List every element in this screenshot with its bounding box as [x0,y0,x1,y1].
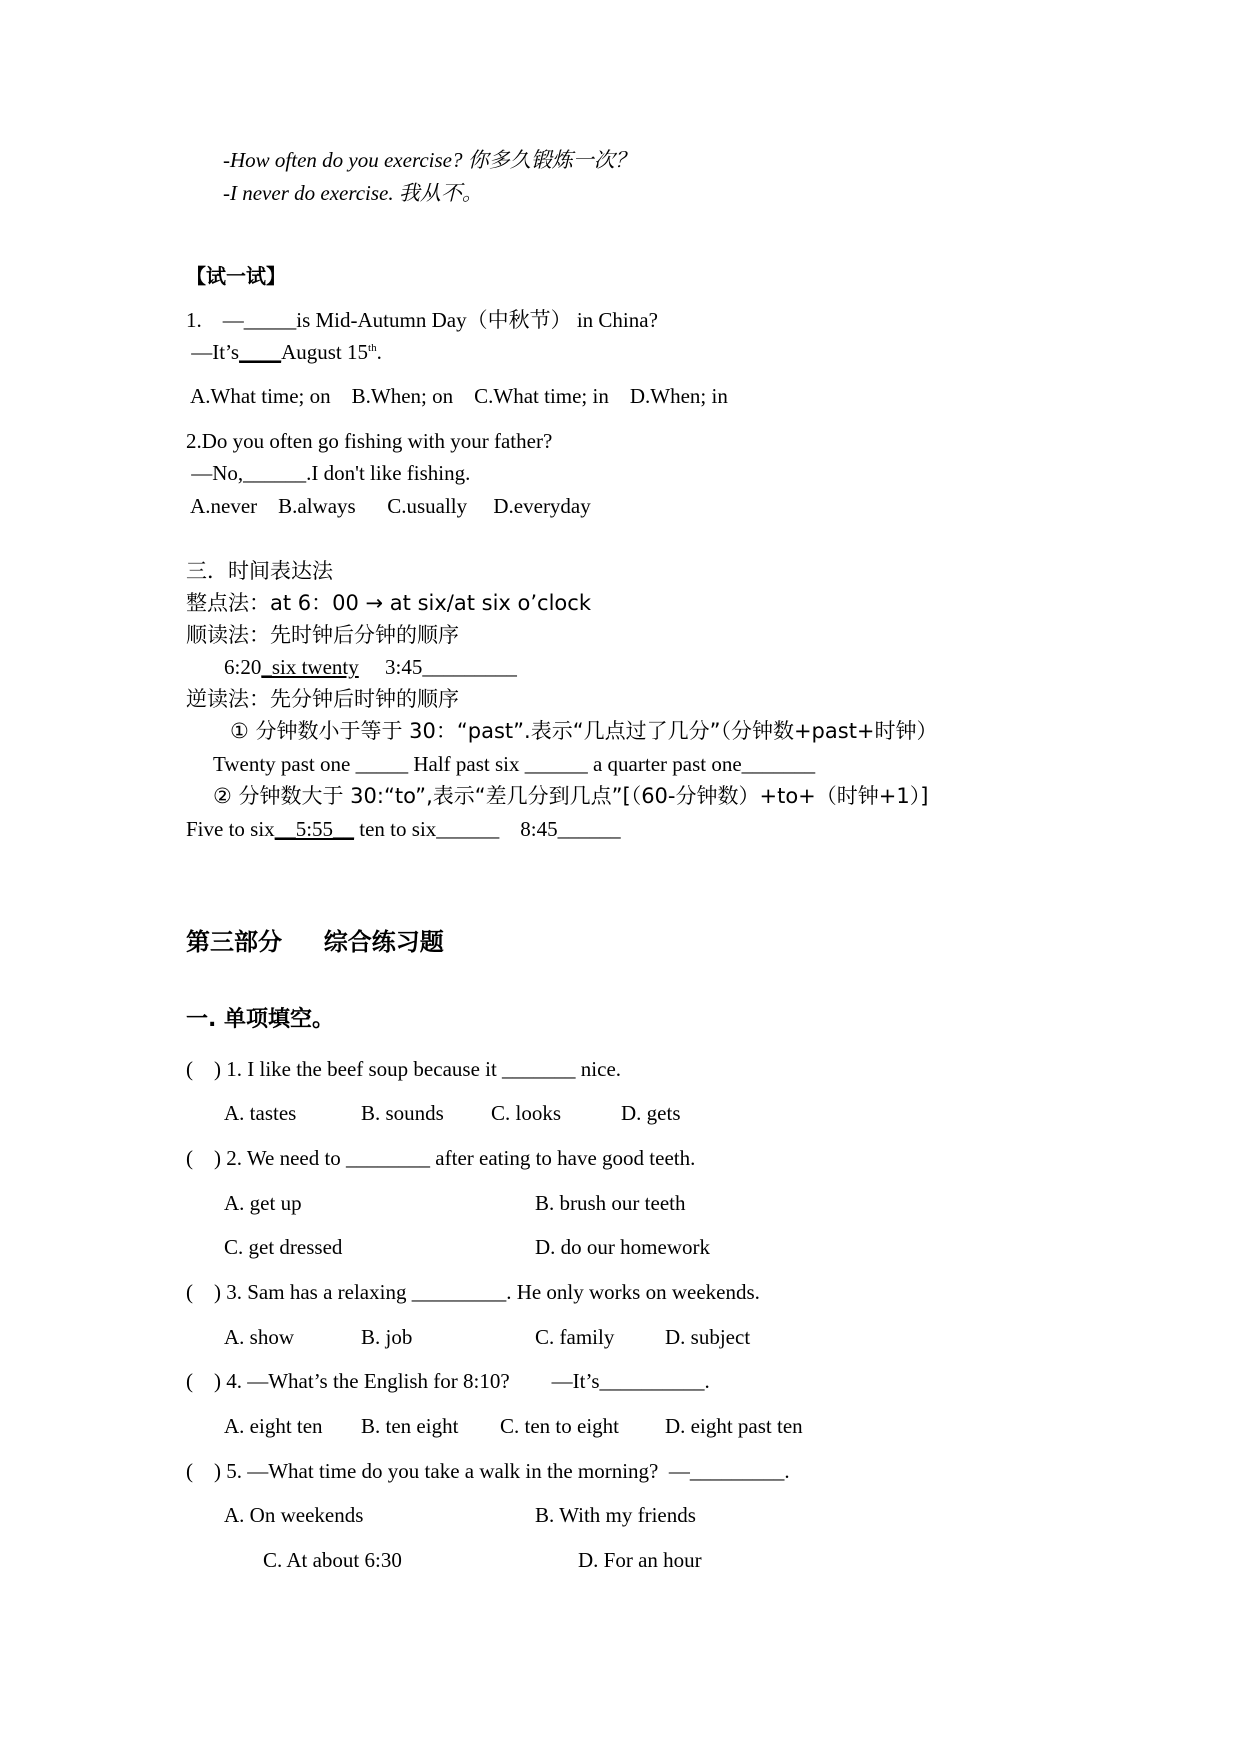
time-order-example-post: 3:45_________ [358,655,517,679]
try-q2-options: A.never B.always C.usually D.everyday [186,494,591,518]
question-4-option-a: A. eight ten [224,1414,323,1438]
question-1-option-d: D. gets [621,1101,681,1125]
time-to-example-pre: Five to six [186,817,275,841]
question-1-option-b: B. sounds [361,1101,444,1125]
question-3-option-a: A. show [224,1325,295,1349]
question-4-option-c: C. ten to eight [500,1414,619,1438]
question-4-option-b: B. ten eight [361,1414,459,1438]
question-3-option-d: D. subject [665,1325,751,1349]
dialogue-line-1: -How often do you exercise? 你多久锻炼一次？ [223,148,636,172]
try-q1-answer-end: . [376,340,382,364]
question-2-option-b: B. brush our teeth [535,1191,686,1215]
question-1-option-c: C. looks [491,1101,562,1125]
try-q1-blank: ____ [239,340,282,364]
question-5-stem: ( ) 5. —What time do you take a walk in the morning? —_________. [186,1459,790,1483]
time-heading: 三．时间表达法 [186,559,333,583]
part-three-title: 第三部分 综合练习题 [186,928,444,956]
question-1-stem: ( ) 1. I like the beef soup because it _______ nice. [186,1057,622,1081]
question-1-option-a: A. tastes [224,1101,297,1125]
time-past-examples: Twenty past one _____ Half past six ______ a quarter past one_______ [213,752,816,776]
question-3-option-b: B. job [361,1325,413,1349]
time-order-example [224,653,517,681]
try-q1-stem: 1. —_____is Mid-Autumn Day（中秋节） in China? [186,308,658,332]
question-2-option-a: A. get up [224,1191,302,1215]
question-2-stem: ( ) 2. We need to ________ after eating to have good teeth. [186,1146,696,1170]
try-q1-options: A.What time; on B.When; on C.What time; in D.When; in [186,384,728,408]
time-past-rule: ① 分钟数小于等于 30：“past”.表示“几点过了几分”（分钟数+past+时钟） [230,719,938,743]
question-5-option-a: A. On weekends [224,1503,364,1527]
try-q1-answer-line [186,338,382,366]
try-q2-answer-line: —No,______.I don't like fishing. [186,461,471,485]
time-to-example-post: ten to six______ 8:45______ [354,817,621,841]
time-to-rule: ② 分钟数大于 30:“to”,表示“差几分到几点”[（60-分钟数）+to+（时钟+1）] [213,784,929,808]
time-order-title: 顺读法：先时钟后分钟的顺序 [186,623,459,647]
question-5-option-b: B. With my friends [535,1503,696,1527]
try-q1-answer-post: August 15 [281,340,369,364]
try-q1-answer-pre: —It’s [186,340,240,364]
question-5-option-c: C. At about 6:30 [263,1548,402,1572]
question-2-option-c: C. get dressed [224,1235,343,1259]
question-2-option-d: D. do our homework [535,1235,710,1259]
question-3-option-c: C. family [535,1325,615,1349]
question-4-stem: ( ) 4. —What’s the English for 8:10? —It’s__________. [186,1369,710,1393]
part-three-subheading: 一. 单项填空。 [186,1007,335,1032]
question-3-stem: ( ) 3. Sam has a relaxing _________. He only works on weekends. [186,1280,760,1304]
time-to-example-answer: __5:55__ [274,817,355,841]
time-order-example-pre: 6:20 [224,655,262,679]
question-4-option-d: D. eight past ten [665,1414,803,1438]
try-heading: 【试一试】 [186,264,286,288]
time-reverse-title: 逆读法：先分钟后时钟的顺序 [186,687,459,711]
try-q2-stem: 2.Do you often go fishing with your father? [186,429,553,453]
time-to-examples [186,815,621,843]
try-q1-sup: th [368,342,377,354]
question-5-option-d: D. For an hour [578,1548,702,1572]
time-whole-hour: 整点法：at 6：00 → at six/at six o’clock [186,591,591,615]
time-order-example-answer: _six twenty [261,655,359,679]
dialogue-line-2: -I never do exercise. 我从不。 [223,181,483,205]
